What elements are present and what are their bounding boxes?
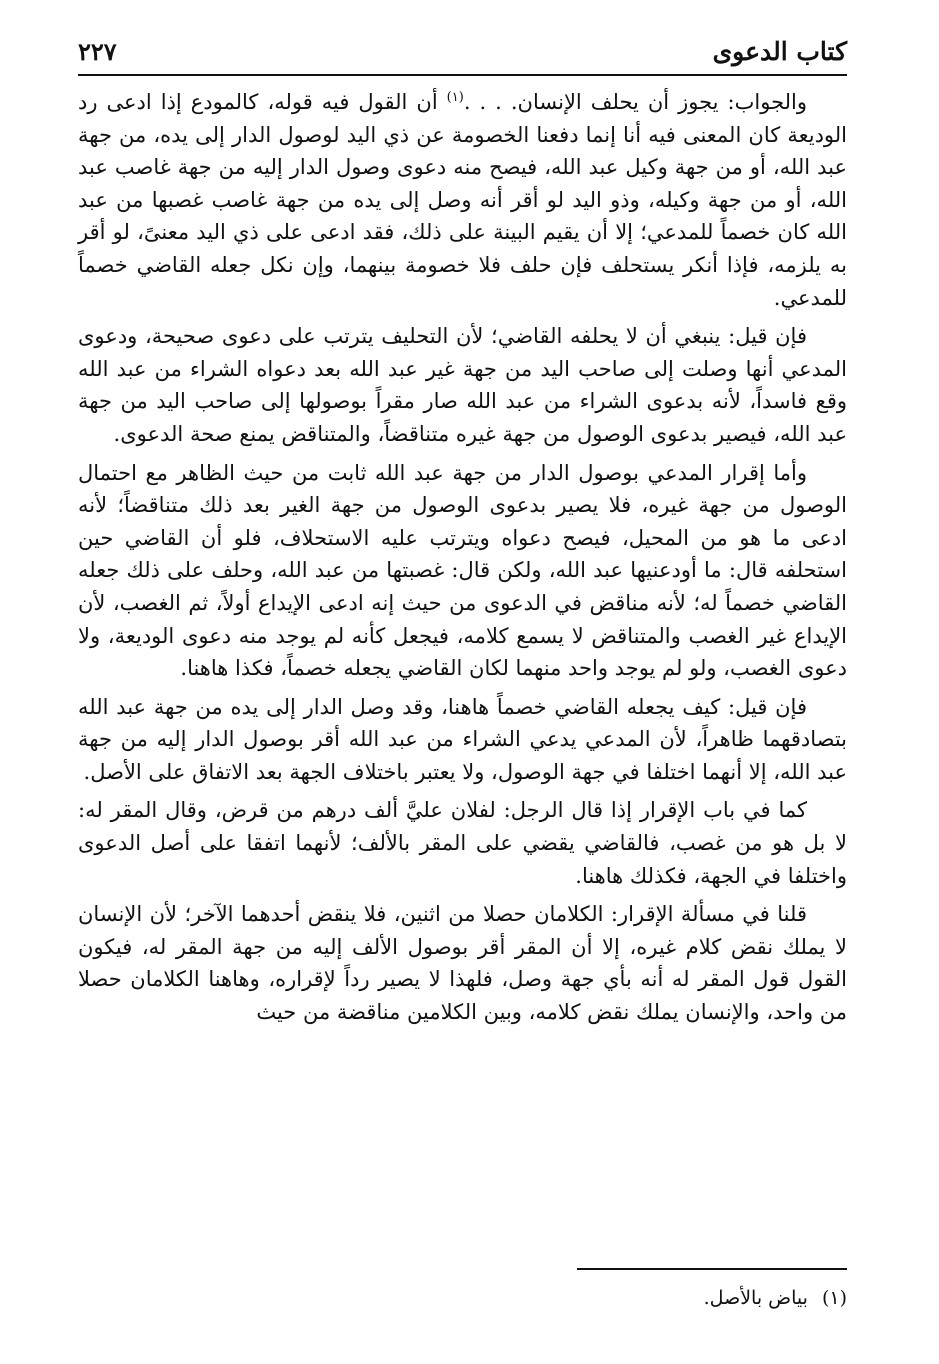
paragraph-text: والجواب: يجوز أن يحلف الإنسان. . . . — [463, 90, 807, 114]
footnote-text: بياض بالأصل. — [703, 1287, 808, 1309]
running-title: كتاب الدعوى — [712, 37, 847, 66]
paragraph-objection-2: فإن قيل: كيف يجعله القاضي خصماً هاهنا، وقد وصل الدار إلى يده من جهة عبد الله بتصادقهما ظاهراً، لأن المدعي يدعي الشراء من عبد الله أقر بوصول الدار إليه من جهة عبد الله، إلا أنهما اختلفا في جهة الوصول، ولا يعتبر باختلاف الجهة بعد الاتفاق على الأصل. — [78, 694, 847, 784]
paragraph-example: كما في باب الإقرار إذا قال الرجل: لفلان عليَّ ألف درهم من قرض، وقال المقر له: لا بل هو من غصب، فالقاضي يقضي على المقر بالألف؛ لأنهما اتفقا على أصل الدعوى واختلفا في الجهة، فكذلك هاهنا. — [78, 798, 847, 888]
footnote-separator — [577, 1268, 847, 1270]
page-number: ٢٢٧ — [78, 37, 117, 66]
paragraph-objection: فإن قيل: ينبغي أن لا يحلفه القاضي؛ لأن التحليف يترتب على دعوى صحيحة، ودعوى المدعي أنها وصلت إلى صاحب اليد من جهة غير عبد الله بعد دعواه الشراء من عبد الله وقع فاسداً، لأنه بدعوى الشراء من عبد الله صار مقراً بوصولها إلى صاحب اليد من جهة عبد الله، فيصير بدعوى الوصول من جهة غيره متناقضاً، والمتناقض يمنع صحة الدعوى. — [78, 324, 847, 446]
footnote — [78, 1284, 847, 1312]
paragraph-reply-2: قلنا في مسألة الإقرار: الكلامان حصلا من اثنين، فلا ينقض أحدهما الآخر؛ لأن الإنسان لا يملك نقض كلام غيره، إلا أن المقر أقر بوصول الألف إليه من جهة المقر له، فيكون القول قول المقر له أنه بأي جهة وصل، فلهذا لا يصير رداً لإقراره، وهاهنا الكلامان حصلا من واحد، والإنسان يملك نقض كلامه، وبين الكلامين مناقضة من حيث — [78, 902, 847, 1025]
footnote-number: (١) — [821, 1287, 847, 1309]
main-text — [78, 86, 847, 1035]
paragraph-text: أن القول فيه قوله، كالمودع إذا ادعى رد الوديعة كان المعنى فيه أنا إنما دفعنا الخصومة عن ذي اليد لوصول الدار إلى يده، من جهة عبد الله، أو من جهة وكيل عبد الله، فيصح منه دعوى وصول الدار إليه من جهة غاصب عبد الله، أو من جهة وكيله، وذو اليد لو أقر أنه وصل إلى يده من جهة غاصب غصبها من عبد الله كان خصماً للمدعي؛ إلا أن يقيم البينة على ذلك، فقد ادعى على ذي اليد معنىً، لو أقر به يلزمه، فإذا أنكر يستحلف فإن حلف فلا خصومة بينهما، وإن نكل جعله القاضي خصماً للمدعي. — [78, 90, 847, 310]
paragraph-answer — [78, 86, 847, 314]
paragraph-reply: وأما إقرار المدعي بوصول الدار من جهة عبد الله ثابت من حيث الظاهر مع احتمال الوصول من جهة غيره، فلا يصير بدعوى الوصول من جهة الغير بعد ذلك متناقضاً؛ لأنه ادعى ما هو من المحيل، فيصح دعواه ويترتب عليه الاستحلاف، فلو أن القاضي حين استحلفه قال: ما أودعنيها عبد الله، ولكن قال: غصبتها من عبد الله، وحلف على ذلك جعله القاضي خصماً له؛ لأنه مناقض في الدعوى من حيث إنه ادعى الإيداع أولاً، ثم الغصب، لأن الإيداع غير الغصب والمتناقض لا يسمع كلامه، فيجعل كأنه لم يوجد منه دعوى الوديعة، ولا دعوى الغصب، ولو لم يوجد واحد منهما لكان القاضي يجعله خصماً، فكذا هاهنا. — [78, 460, 847, 681]
page-header — [78, 28, 847, 72]
header-rule — [78, 74, 847, 76]
footnote-reference: (١) — [446, 90, 464, 105]
